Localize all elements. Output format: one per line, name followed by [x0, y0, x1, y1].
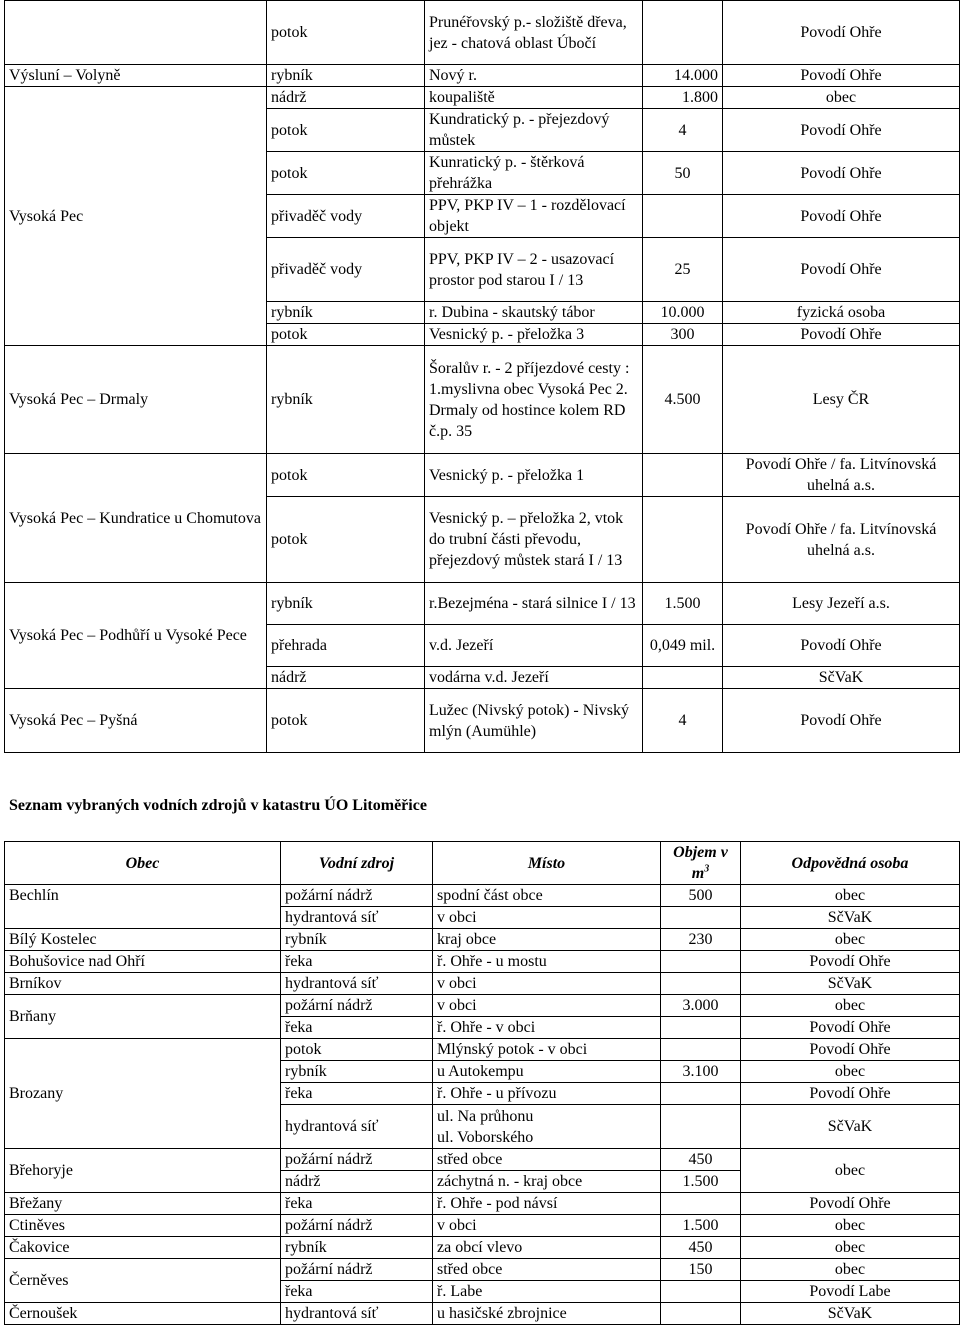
cell-misto: v obci	[433, 1215, 661, 1237]
cell-objem	[661, 1083, 741, 1105]
cell-misto: Mlýnský potok - v obci	[433, 1039, 661, 1061]
cell-osoba: obec	[723, 87, 960, 109]
cell-osoba: Lesy Jezeří a.s.	[723, 583, 960, 625]
cell-zdroj: přehrada	[267, 625, 425, 667]
cell-zdroj: rybník	[267, 583, 425, 625]
cell-osoba: obec	[741, 929, 960, 951]
cell-osoba: Povodí Ohře	[723, 324, 960, 346]
cell-zdroj: hydrantová síť	[281, 973, 433, 995]
cell-obec: Vysoká Pec – Podhůří u Vysoké Pece	[5, 583, 267, 689]
cell-osoba: obec	[741, 1061, 960, 1083]
cell-objem: 3.100	[661, 1061, 741, 1083]
cell-misto: v obci	[433, 973, 661, 995]
cell-objem	[661, 951, 741, 973]
cell-osoba: Povodí Ohře	[723, 689, 960, 753]
cell-zdroj: nádrž	[267, 667, 425, 689]
cell-obec: Brníkov	[5, 973, 281, 995]
cell-misto: u hasičské zbrojnice	[433, 1303, 661, 1325]
cell-obec: Brňany	[5, 995, 281, 1039]
cell-osoba: Povodí Ohře	[723, 65, 960, 87]
cell-osoba: Povodí Ohře / fa. Litvínovská uhelná a.s.	[723, 454, 960, 497]
header-objem-text: Objem v m	[673, 844, 728, 882]
cell-misto: PPV, PKP IV – 2 - usazovací prostor pod starou I / 13	[425, 238, 643, 302]
cell-objem: 4	[643, 689, 723, 753]
cell-objem: 0,049 mil.	[643, 625, 723, 667]
cell-osoba: Povodí Ohře / fa. Litvínovská uhelná a.s.	[723, 497, 960, 583]
cell-objem: 500	[661, 885, 741, 907]
cell-zdroj: potok	[267, 1, 425, 65]
cell-misto: v obci	[433, 907, 661, 929]
header-osoba: Odpovědná osoba	[741, 842, 960, 885]
table-row	[5, 1149, 960, 1171]
cell-obec: Břežany	[5, 1193, 281, 1215]
cell-objem	[643, 667, 723, 689]
table-row	[5, 1, 960, 65]
cell-obec: Břehoryje	[5, 1149, 281, 1193]
cell-zdroj: rybník	[267, 302, 425, 324]
cell-objem: 1.500	[661, 1171, 741, 1193]
cell-zdroj: potok	[281, 1039, 433, 1061]
cell-zdroj: hydrantová síť	[281, 1303, 433, 1325]
cell-misto: kraj obce	[433, 929, 661, 951]
cell-objem: 450	[661, 1237, 741, 1259]
cell-osoba: obec	[741, 1149, 960, 1193]
cell-zdroj: rybník	[281, 929, 433, 951]
table-row	[5, 1259, 960, 1281]
cell-zdroj: řeka	[281, 951, 433, 973]
cell-misto: Lužec (Nivský potok) - Nivský mlýn (Aumühle)	[425, 689, 643, 753]
cell-obec: Brozany	[5, 1039, 281, 1149]
cell-misto: za obcí vlevo	[433, 1237, 661, 1259]
cell-misto: ř. Ohře - v obci	[433, 1017, 661, 1039]
cell-zdroj: rybník	[281, 1061, 433, 1083]
cell-zdroj: potok	[267, 689, 425, 753]
cell-misto: koupaliště	[425, 87, 643, 109]
table-row	[5, 87, 960, 109]
cell-misto: v.d. Jezeří	[425, 625, 643, 667]
table-row	[5, 1039, 960, 1061]
cell-objem: 150	[661, 1259, 741, 1281]
cell-objem: 10.000	[643, 302, 723, 324]
cell-osoba: Povodí Ohře	[741, 951, 960, 973]
cell-osoba: SčVaK	[741, 973, 960, 995]
cell-misto: Prunéřovský p.- složiště dřeva, jez - chatová oblast Úbočí	[425, 1, 643, 65]
header-obec: Obec	[5, 842, 281, 885]
cell-zdroj: požární nádrž	[281, 1215, 433, 1237]
cell-osoba: Povodí Ohře	[741, 1193, 960, 1215]
cell-osoba: Povodí Ohře	[741, 1083, 960, 1105]
cell-misto: spodní část obce	[433, 885, 661, 907]
cell-objem	[661, 973, 741, 995]
cell-misto: střed obce	[433, 1259, 661, 1281]
cell-zdroj: potok	[267, 497, 425, 583]
table-row	[5, 929, 960, 951]
cell-osoba: obec	[741, 1259, 960, 1281]
cell-osoba: fyzická osoba	[723, 302, 960, 324]
cell-obec: Černoušek	[5, 1303, 281, 1325]
cell-objem: 4.500	[643, 346, 723, 454]
header-objem-sup: 3	[704, 863, 710, 875]
cell-zdroj: rybník	[281, 1237, 433, 1259]
cell-misto: PPV, PKP IV – 1 - rozdělovací objekt	[425, 195, 643, 238]
table-row	[5, 689, 960, 753]
cell-osoba: Povodí Ohře	[741, 1017, 960, 1039]
cell-misto: r. Dubina - skautský tábor	[425, 302, 643, 324]
cell-zdroj: potok	[267, 109, 425, 152]
cell-zdroj: nádrž	[281, 1171, 433, 1193]
cell-misto: Vesnický p. – přeložka 2, vtok do trubní části převodu, přejezdový můstek stará I / 13	[425, 497, 643, 583]
table-row	[5, 995, 960, 1017]
cell-misto-line1: ul. Na průhonu	[437, 1107, 534, 1125]
table-row	[5, 951, 960, 973]
table-row	[5, 1193, 960, 1215]
cell-zdroj: požární nádrž	[281, 995, 433, 1017]
cell-objem	[661, 1193, 741, 1215]
cell-objem: 25	[643, 238, 723, 302]
header-misto: Místo	[433, 842, 661, 885]
cell-zdroj: rybník	[267, 65, 425, 87]
cell-objem: 1.800	[643, 87, 723, 109]
cell-objem: 1.500	[661, 1215, 741, 1237]
cell-obec: Bílý Kostelec	[5, 929, 281, 951]
litomerice-water-sources-table	[4, 841, 960, 1325]
cell-objem	[661, 907, 741, 929]
table-header-row	[5, 842, 960, 885]
table-row	[5, 885, 960, 907]
cell-misto: u Autokempu	[433, 1061, 661, 1083]
cell-misto: ř. Labe	[433, 1281, 661, 1303]
section-caption: Seznam vybraných vodních zdrojů v katastru ÚO Litoměřice	[9, 797, 427, 814]
cell-misto: Kunratický p. - štěrková přehrážka	[425, 152, 643, 195]
cell-misto	[433, 1105, 661, 1149]
header-zdroj: Vodní zdroj	[281, 842, 433, 885]
cell-zdroj: řeka	[281, 1281, 433, 1303]
cell-osoba: SčVaK	[741, 1105, 960, 1149]
cell-objem: 3.000	[661, 995, 741, 1017]
cell-objem	[661, 1105, 741, 1149]
cell-zdroj: požární nádrž	[281, 885, 433, 907]
cell-misto: r.Bezejména - stará silnice I / 13	[425, 583, 643, 625]
cell-zdroj: přivaděč vody	[267, 195, 425, 238]
table-row	[5, 583, 960, 625]
table-row	[5, 1303, 960, 1325]
cell-misto: střed obce	[433, 1149, 661, 1171]
cell-misto: Nový r.	[425, 65, 643, 87]
cell-zdroj: potok	[267, 324, 425, 346]
cell-zdroj: hydrantová síť	[281, 1105, 433, 1149]
cell-objem: 14.000	[643, 65, 723, 87]
cell-misto: ř. Ohře - u mostu	[433, 951, 661, 973]
cell-osoba: Povodí Ohře	[723, 1, 960, 65]
cell-objem	[661, 1303, 741, 1325]
table-row	[5, 65, 960, 87]
cell-objem	[643, 1, 723, 65]
cell-misto: Kundratický p. - přejezdový můstek	[425, 109, 643, 152]
cell-osoba: obec	[741, 1215, 960, 1237]
cell-objem	[661, 1039, 741, 1061]
cell-obec: Bechlín	[5, 885, 281, 929]
cell-objem: 300	[643, 324, 723, 346]
cell-misto: ř. Ohře - pod návsí	[433, 1193, 661, 1215]
cell-osoba: Lesy ČR	[723, 346, 960, 454]
table-row	[5, 973, 960, 995]
cell-zdroj: řeka	[281, 1017, 433, 1039]
cell-obec: Černěves	[5, 1259, 281, 1303]
cell-obec: Vysoká Pec – Pyšná	[5, 689, 267, 753]
table-row	[5, 454, 960, 497]
cell-osoba: obec	[741, 885, 960, 907]
cell-objem: 50	[643, 152, 723, 195]
cell-zdroj: řeka	[281, 1193, 433, 1215]
water-sources-table-continued	[4, 0, 960, 753]
cell-objem: 230	[661, 929, 741, 951]
cell-misto: záchytná n. - kraj obce	[433, 1171, 661, 1193]
header-objem	[661, 842, 741, 885]
cell-obec: Vysoká Pec	[5, 87, 267, 346]
cell-osoba: SčVaK	[723, 667, 960, 689]
cell-osoba: Povodí Ohře	[723, 109, 960, 152]
cell-osoba: Povodí Ohře	[723, 238, 960, 302]
table-row	[5, 1237, 960, 1259]
cell-zdroj: nádrž	[267, 87, 425, 109]
cell-misto: ř. Ohře - u přívozu	[433, 1083, 661, 1105]
cell-misto: Vesnický p. - přeložka 1	[425, 454, 643, 497]
cell-objem: 450	[661, 1149, 741, 1171]
cell-osoba: Povodí Ohře	[723, 152, 960, 195]
cell-zdroj: požární nádrž	[281, 1149, 433, 1171]
cell-objem	[661, 1281, 741, 1303]
cell-obec: Vysoká Pec – Drmaly	[5, 346, 267, 454]
cell-misto: v obci	[433, 995, 661, 1017]
cell-osoba: Povodí Ohře	[723, 625, 960, 667]
cell-osoba: Povodí Ohře	[723, 195, 960, 238]
cell-objem	[643, 454, 723, 497]
cell-zdroj: přivaděč vody	[267, 238, 425, 302]
cell-osoba: Povodí Ohře	[741, 1039, 960, 1061]
cell-misto-line2: ul. Voborského	[437, 1128, 534, 1146]
table-row	[5, 1215, 960, 1237]
cell-osoba: obec	[741, 995, 960, 1017]
cell-zdroj: řeka	[281, 1083, 433, 1105]
cell-objem	[643, 195, 723, 238]
cell-obec: Výsluní – Volyně	[5, 65, 267, 87]
cell-objem: 1.500	[643, 583, 723, 625]
cell-objem: 4	[643, 109, 723, 152]
cell-objem	[643, 497, 723, 583]
cell-objem	[661, 1017, 741, 1039]
cell-obec	[5, 1, 267, 65]
cell-obec: Ctiněves	[5, 1215, 281, 1237]
cell-zdroj: rybník	[267, 346, 425, 454]
cell-osoba: Povodí Labe	[741, 1281, 960, 1303]
cell-zdroj: požární nádrž	[281, 1259, 433, 1281]
cell-osoba: SčVaK	[741, 1303, 960, 1325]
cell-zdroj: potok	[267, 454, 425, 497]
cell-zdroj: potok	[267, 152, 425, 195]
cell-misto: Šoralův r. - 2 příjezdové cesty : 1.myslivna obec Vysoká Pec 2. Drmaly od hostince kolem RD č.p. 35	[425, 346, 643, 454]
cell-obec: Vysoká Pec – Kundratice u Chomutova	[5, 454, 267, 583]
cell-obec: Bohušovice nad Ohří	[5, 951, 281, 973]
cell-misto: vodárna v.d. Jezeří	[425, 667, 643, 689]
table-row	[5, 346, 960, 454]
cell-misto: Vesnický p. - přeložka 3	[425, 324, 643, 346]
cell-osoba: obec	[741, 1237, 960, 1259]
cell-zdroj: hydrantová síť	[281, 907, 433, 929]
cell-osoba: SčVaK	[741, 907, 960, 929]
cell-obec: Čakovice	[5, 1237, 281, 1259]
